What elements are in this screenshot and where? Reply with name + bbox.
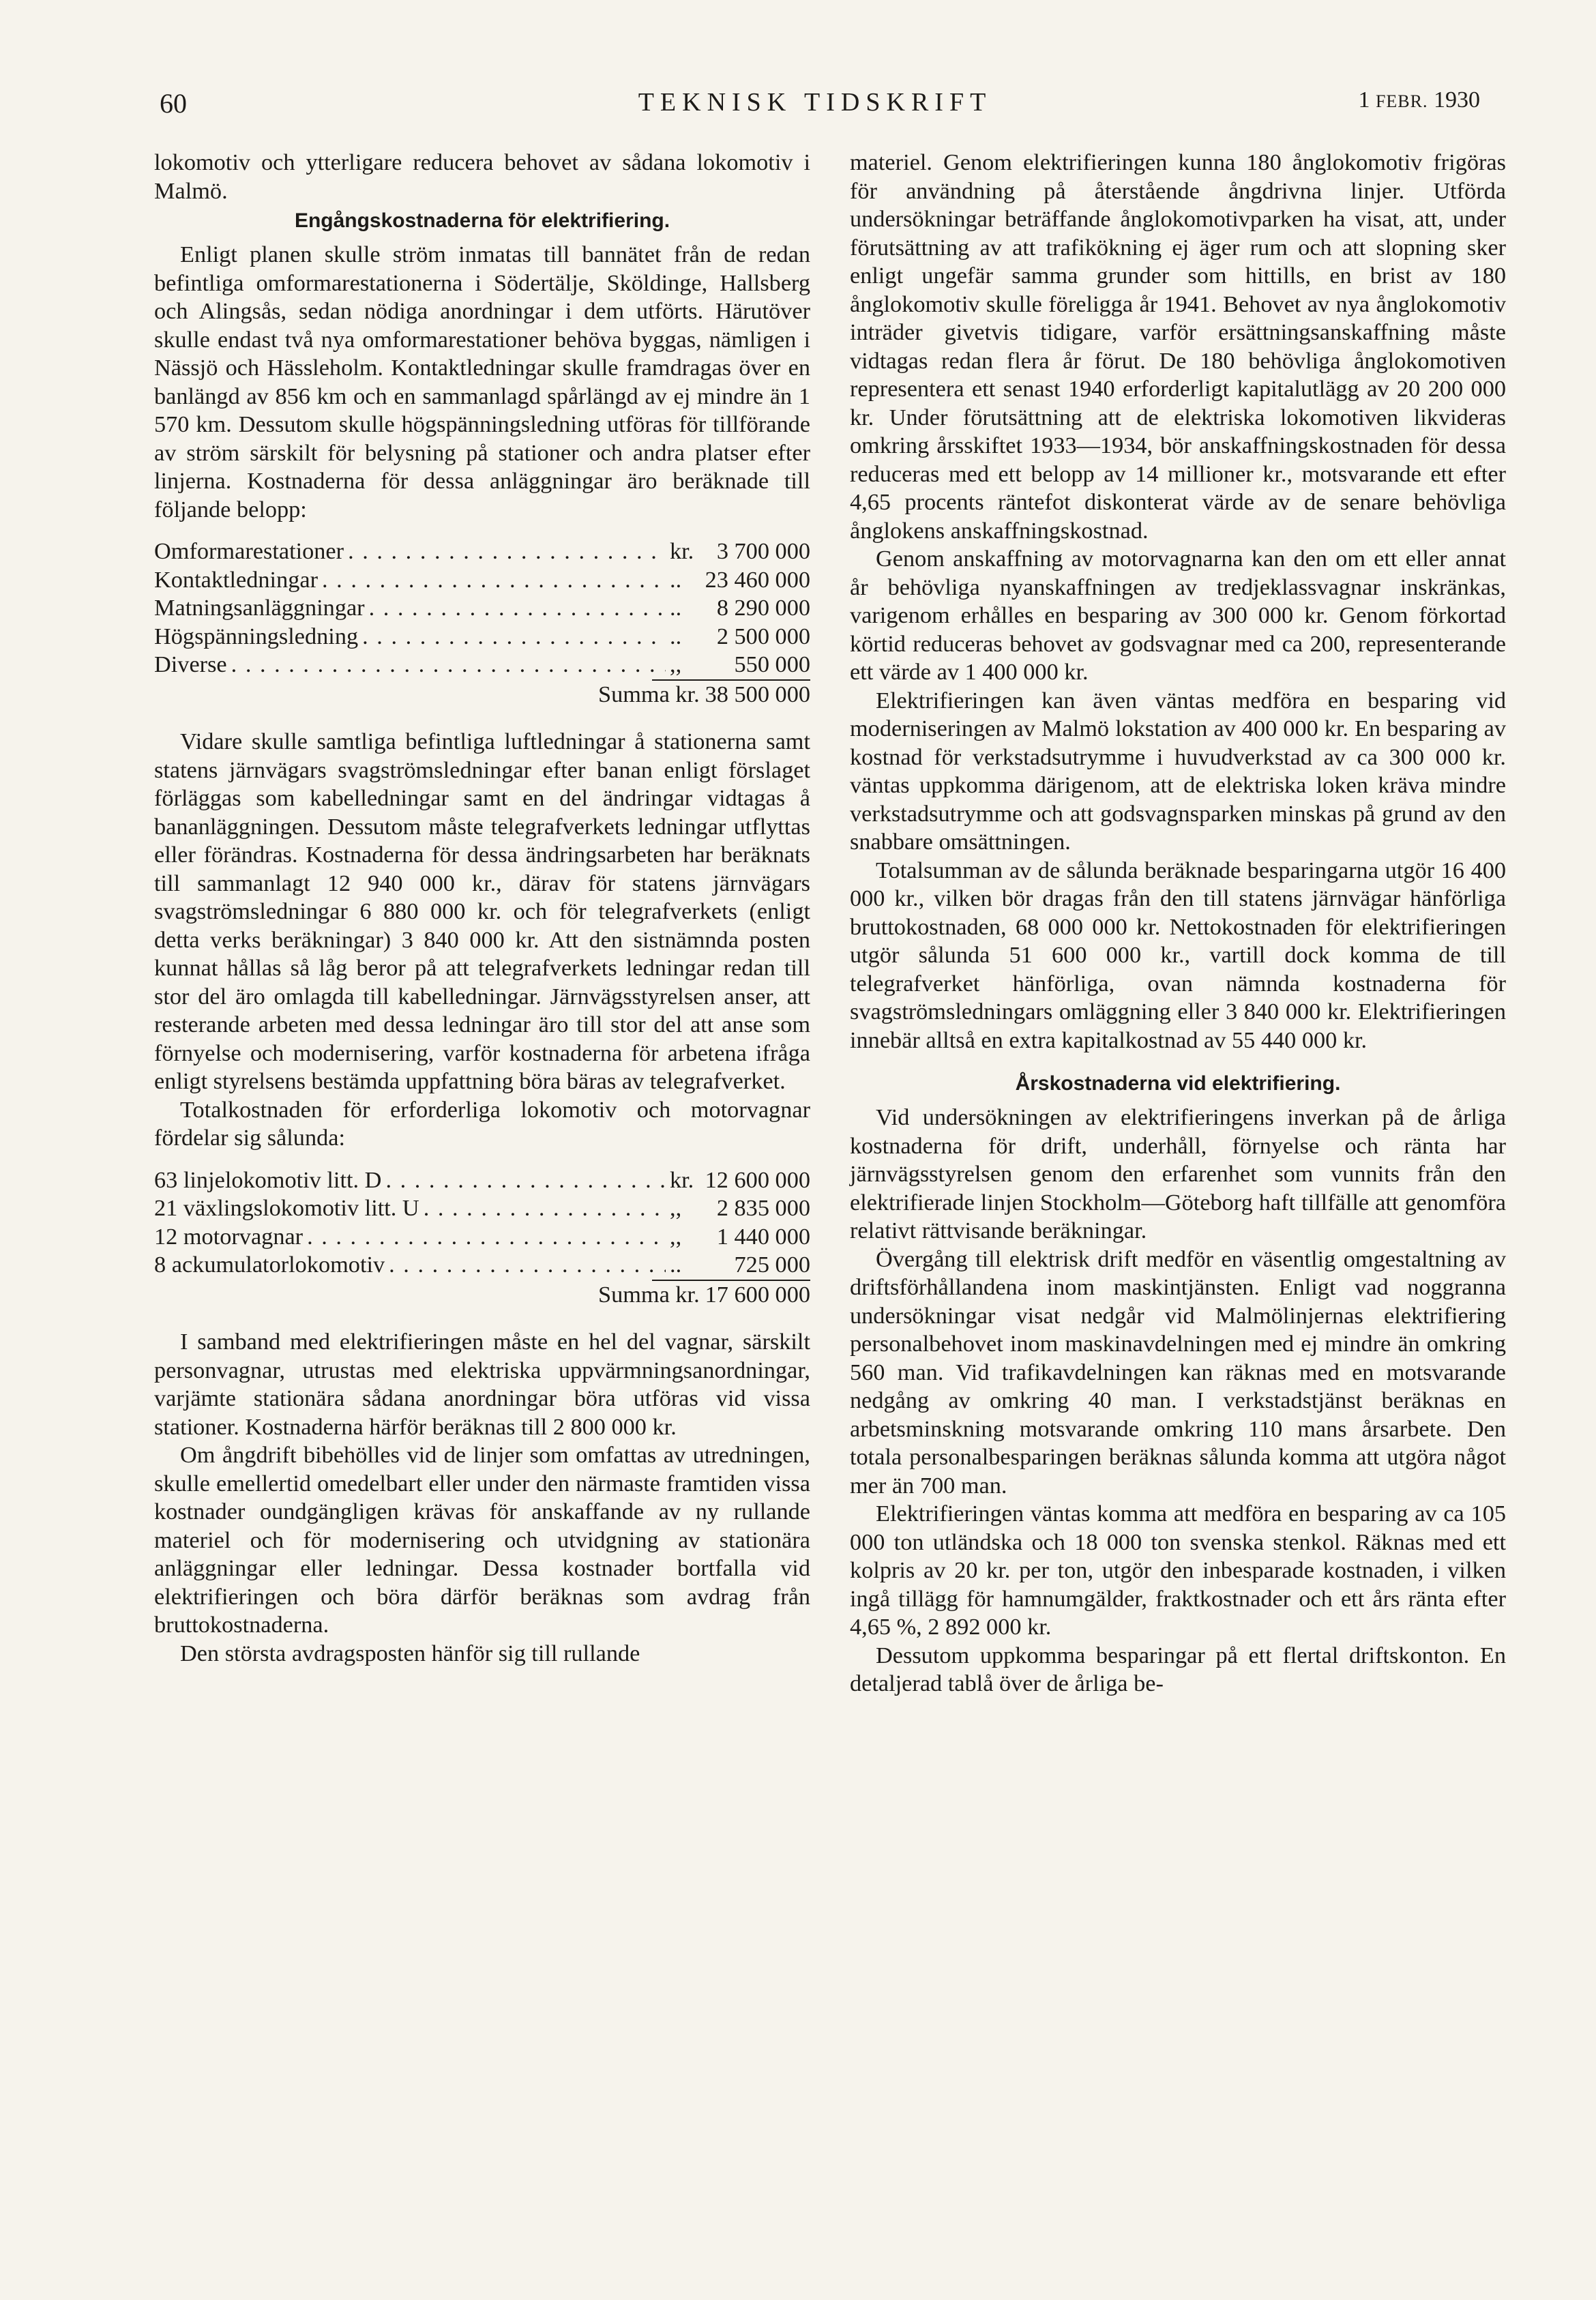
sum-amount: 38 500 000 — [705, 681, 810, 707]
paragraph: Om ångdrift bibehölles vid de linjer som omfattas av utredningen, skulle emellertid omedelbart eller under den närmaste framtiden vissa kostnader oundgängligen krävas för anskaffande av ny rullande materiel och för modernisering och utvidgning av stationära anläggningar eller ledningar. Dessa kostnader bortfalla vid elektrifieringen och böra därför beräknas som avdrag från bruttokostnaderna. — [154, 1442, 810, 1638]
table-row — [154, 1223, 810, 1252]
paragraph: Övergång till elektrisk drift medför en väsentlig omgestaltning av driftsförhållandena inom maskintjänsten. Enligt vad noggranna undersökningar visat nedgår vid Malmölinjernas elektrifiering personalbehovet inom maskinavdelningen med ej mindre än omkring 560 man. Vid trafikavdelningen kan räknas med en motsvarande nedgång av omkring 40 man. I verkstadstjänst beräknas en arbetsminskning motsvarande omkring 110 mans årsarbete. Den totala personalbesparingen beräknas sålunda komma att utgöra något mer än 700 man. — [850, 1245, 1506, 1499]
row-currency: kr. — [670, 538, 694, 564]
row-amount: 2 500 000 — [716, 623, 810, 649]
table-sum-row — [154, 681, 810, 709]
right-column — [850, 149, 1506, 1698]
sum-label: Summa kr. — [598, 681, 700, 707]
leader-dots — [348, 537, 666, 566]
table-row — [154, 1194, 810, 1223]
paragraph: I samband med elektrifieringen måste en hel del vagnar, särskilt personvagnar, utrustas med elektriska uppvärmningsanordningar, varjämte stationära sådana anordningar böra utföras vid vissa stationer. Kostnaderna härför beräknas till 2 800 000 kr. — [154, 1329, 810, 1440]
table-row — [154, 1251, 810, 1280]
row-currency: kr. — [670, 1166, 694, 1193]
issue-day: 1 — [1358, 87, 1370, 113]
leader-dots — [424, 1194, 666, 1223]
leader-dots — [307, 1223, 666, 1252]
table-sum-row — [154, 1281, 810, 1310]
row-amount: 3 700 000 — [716, 538, 810, 564]
row-label: Diverse — [154, 651, 227, 677]
leader-dots — [389, 1251, 666, 1280]
paragraph: materiel. Genom elektrifieringen kunna 180 ånglokomotiv frigöras för användning på återstående ångdrivna linjer. Utförda undersökningar beträffande ånglokomotivparken ha visat, att, under förutsättning av att trafikökning ej äger rum och att slopning sker enligt ungefär samma grunder som hittills, en brist av 180 ånglokomotiv skulle föreligga år 1941. Behovet av nya ånglokomotiv inträder givetvis tidigare, varför ersättningsanskaffning måste vidtagas redan flera år förut. De 180 behövliga ånglokomotiven representera ett senast 1940 erforderligt kapitalutlägg av 20 200 000 kr. Under förutsättning att de elektriska lokomotiven likvideras omkring årsskiftet 1933—1934, bör anskaffningskostnaden för dessa reduceras med ett belopp av 14 millioner kr., motsvarande ett efter 4,65 procents räntefot diskonterat värde av de senare behövliga ånglokens anskaffningskostnad. — [850, 149, 1506, 544]
table-row — [154, 623, 810, 651]
row-currency: .. — [670, 1252, 682, 1278]
row-label: Omformarestationer — [154, 538, 344, 564]
row-amount: 23 460 000 — [705, 566, 810, 593]
table-row — [154, 537, 810, 566]
row-label: Kontaktledningar — [154, 566, 319, 593]
page-number: 60 — [160, 88, 187, 119]
sum-amount: 17 600 000 — [705, 1281, 810, 1308]
row-currency: ,, — [670, 651, 682, 677]
row-amount: 2 835 000 — [716, 1195, 810, 1221]
row-label: 63 linjelokomotiv litt. D — [154, 1166, 382, 1193]
row-amount: 725 000 — [734, 1252, 810, 1278]
row-amount: 12 600 000 — [705, 1166, 810, 1193]
row-label: Högspänningsledning — [154, 623, 359, 649]
leader-dots — [322, 566, 666, 595]
row-label: 12 motorvagnar — [154, 1223, 304, 1250]
row-currency: ,, — [670, 1195, 682, 1221]
leader-dots — [362, 623, 666, 651]
paragraph: Totalkostnaden för erforderliga lokomotiv och motorvagnar fördelar sig sålunda: — [154, 1096, 810, 1151]
issue-month: FEBR. — [1375, 91, 1428, 111]
row-label: 8 ackumulatorlokomotiv — [154, 1252, 385, 1278]
journal-title: TEKNISK TIDSKRIFT — [638, 88, 992, 117]
table-row — [154, 1166, 810, 1195]
paragraph: Elektrifieringen väntas komma att medföra en besparing av ca 105 000 ton utländska och 18 000 ton svenska stenkol. Räknas med ett kolpris av 20 kr. per ton, utgör den inbesparade kostnaden, i vilken ingå tillägg för hamnumgälder, fraktkostnader och ett års ränta efter 4,65 %, 2 892 000 kr. — [850, 1501, 1506, 1640]
table-row — [154, 651, 810, 679]
left-column — [154, 149, 810, 1668]
sum-label: Summa kr. — [598, 1281, 700, 1308]
paragraph: Genom anskaffning av motorvagnarna kan den om ett eller annat år behövliga nyanskaffningen av tredjeklassvagnar inskränkas, varigenom erhålles en besparing av 300 000 kr. Genom förkortad körtid reduceras behovet av godsvagnar med ca 200, representerande ett värde av 1 400 000 kr. — [850, 546, 1506, 685]
row-currency: .. — [670, 566, 682, 593]
page-header — [150, 87, 1480, 128]
section-heading: Årskostnaderna vid elektrifiering. — [1015, 1072, 1341, 1095]
leader-dots — [231, 651, 666, 679]
row-amount: 550 000 — [734, 651, 810, 677]
paragraph: Enligt planen skulle ström inmatas till bannätet från de redan befintliga omformarestationerna i Södertälje, Sköldinge, Hallsberg och Alingsås, sedan nödiga anordningar i dem utförts. Härutöver skulle endast två nya omformarestationer behöva byggas, nämligen i Nässjö och Hässleholm. Kontaktledningar skulle framdragas över en banlängd av 856 km och en sammanlagd spårlängd av ej mindre än 1 570 km. Dessutom skulle högspänningsledning utföras för tillförande av ström särskilt för belysning på stationer och andra platser efter linjerna. Kostnaderna för dessa anläggningar äro beräknade till följande belopp: — [154, 241, 810, 522]
row-amount: 1 440 000 — [716, 1223, 810, 1250]
row-currency: .. — [670, 595, 682, 621]
row-label: 21 växlingslokomotiv litt. U — [154, 1195, 419, 1221]
row-currency: .. — [670, 623, 682, 649]
issue-date — [1358, 87, 1480, 113]
leader-dots — [369, 594, 666, 623]
row-amount: 8 290 000 — [716, 595, 810, 621]
paragraph: Elektrifieringen kan även väntas medföra en besparing vid moderniseringen av Malmö lokstation av 400 000 kr. En besparing av kostnad för verkstadsutrymme i huvudverkstad av ca 300 000 kr. väntas uppkomma därigenom, att de elektriska loken kräva mindre verkstadsutrymme och att godsvagnsparken minskas på grund av den snabbare omsättningen. — [850, 687, 1506, 855]
paragraph: Totalsumman av de sålunda beräknade besparingarna utgör 16 400 000 kr., vilken bör dragas från den till statens järnvägar hänförliga bruttokostnaden, 68 000 000 kr. Nettokostnaden för elektrifieringen utgör sålunda 51 600 000 kr., vartill dock komma de till telegrafverket hänförliga, ovan nämnda kostnaderna för svagströmsledningars omläggning eller 3 840 000 kr. Elektrifieringen innebär alltså en extra kapitalkostnad av 55 440 000 kr. — [850, 857, 1506, 1053]
leader-dots — [385, 1166, 666, 1195]
paragraph: Den största avdragsposten hänför sig till rullande — [180, 1640, 640, 1666]
section-heading: Engångskostnaderna för elektrifiering. — [294, 209, 670, 232]
row-label: Matningsanläggningar — [154, 595, 365, 621]
row-currency: ,, — [670, 1223, 682, 1250]
issue-year: 1930 — [1434, 87, 1480, 113]
cost-table-rolling-stock — [154, 1166, 810, 1310]
cost-table-installations — [154, 537, 810, 709]
paragraph: Vid undersökningen av elektrifieringens inverkan på de årliga kostnaderna för drift, underhåll, förnyelse och ränta har järnvägsstyrelsen genom den erfarenhet som vunnits från den elektrifierade linjen Stockholm—Göteborg haft tillfälle att genomföra relativt rättvisande beräkningar. — [850, 1104, 1506, 1243]
table-row — [154, 566, 810, 595]
paragraph: Vidare skulle samtliga befintliga luftledningar å stationerna samt statens järnvägars svagströmsledningar efter banan enligt förslaget förläggas som kabelledningar samt en del ändringar vidtagas å bananläggningen. Dessutom måste telegrafverkets ledningar utflyttas eller förändras. Kostnaderna för dessa ändringsarbeten har beräknats till sammanlagt 12 940 000 kr., därav för statens järnvägars svagströmsledningar 6 880 000 kr. och för telegrafverkets (enligt detta verks beräkningar) 3 840 000 kr. Att den sistnämnda posten kunnat hållas så låg beror på att telegrafverkets ledningar redan till stor del äro omlagda till kabelledningar. Järnvägsstyrelsen anser, att resterande arbeten med dessa ledningar äro till stor del att anse som förnyelse och modernisering, varför kostnaderna för arbetena ifråga enligt styrelsens bestämda uppfattning böra bäras av telegrafverket. — [154, 728, 810, 1094]
paragraph: lokomotiv och ytterligare reducera behovet av sådana lokomotiv i Malmö. — [154, 149, 810, 204]
table-row — [154, 594, 810, 623]
paragraph: Dessutom uppkomma besparingar på ett flertal driftskonton. En detaljerad tablå över de årliga be- — [850, 1642, 1506, 1696]
